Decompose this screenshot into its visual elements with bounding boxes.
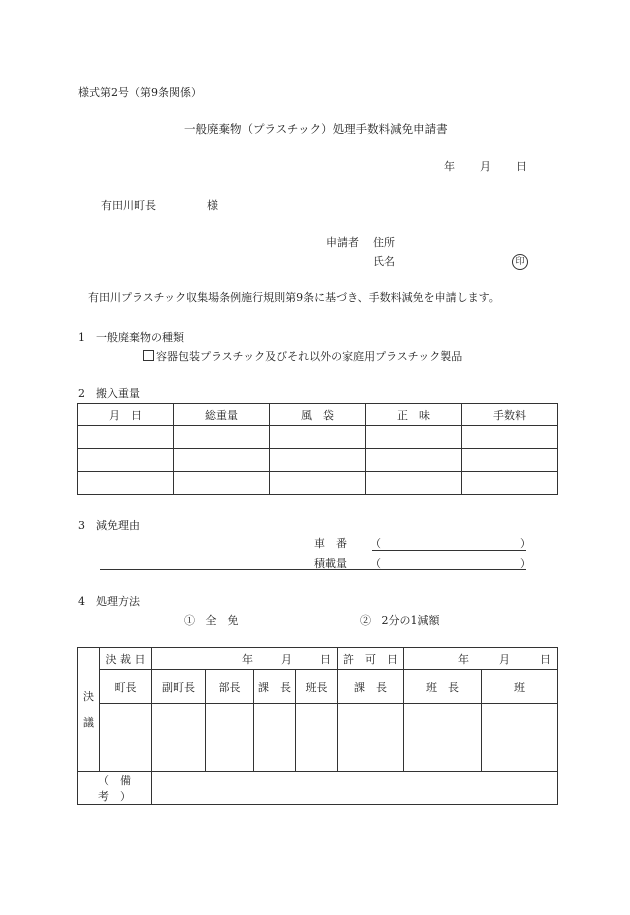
column-header-date: 月 日 [78, 404, 174, 426]
table-cell[interactable] [270, 472, 366, 495]
waste-type-checkbox[interactable] [143, 350, 154, 361]
vehicle-paren-close: ） [520, 537, 531, 550]
column-header-net-weight: 正 味 [366, 404, 462, 426]
table-cell[interactable] [78, 449, 174, 472]
section3-number: 3 [78, 519, 85, 532]
remarks-row [78, 772, 558, 805]
addressee-name: 有田川町長 [101, 199, 156, 212]
deliberation-label: 決 議 [78, 648, 100, 772]
weight-table-header [78, 404, 558, 426]
role-department-head: 部長 [206, 670, 254, 704]
permit-date-label: 許 可 日 [338, 648, 404, 670]
section1-title: 一般廃棄物の種類 [96, 331, 184, 344]
stamp-cell[interactable] [482, 704, 558, 772]
date-year-label: 年 [444, 160, 455, 173]
section1-number: 1 [78, 331, 85, 344]
table-row [78, 426, 558, 449]
table-cell[interactable] [462, 449, 558, 472]
role-section-chief: 課 長 [254, 670, 296, 704]
seal-mark-icon: 印 [512, 254, 528, 270]
form-number: 様式第2号（第9条関係） [78, 86, 202, 99]
table-cell[interactable] [78, 426, 174, 449]
stamp-cell[interactable] [404, 704, 482, 772]
role-deputy-mayor: 副町長 [152, 670, 206, 704]
load-amount-label: 積載量 [314, 557, 347, 570]
role-team-leader: 班長 [296, 670, 338, 704]
table-cell[interactable] [78, 472, 174, 495]
option1-label: 全 免 [205, 614, 239, 627]
load-paren-close: ） [520, 557, 531, 570]
weight-table [77, 403, 558, 495]
stamp-cell[interactable] [100, 704, 152, 772]
vehicle-number-label: 車 番 [314, 537, 347, 550]
section3-title: 減免理由 [96, 519, 140, 532]
approval-dates-row [78, 648, 558, 670]
role-section-chief-2: 課 長 [338, 670, 404, 704]
table-row [78, 472, 558, 495]
table-cell[interactable] [462, 426, 558, 449]
role-team-leader-2: 班 長 [404, 670, 482, 704]
table-row [78, 449, 558, 472]
option2-label: 2分の1減額 [381, 614, 440, 627]
column-header-gross-weight: 総重量 [174, 404, 270, 426]
decision-date-label: 決 裁 日 [100, 648, 152, 670]
table-cell[interactable] [462, 472, 558, 495]
load-paren-open: （ [370, 557, 381, 570]
form-title: 一般廃棄物（プラスチック）処理手数料減免申請書 [184, 122, 448, 136]
stamp-cell[interactable] [254, 704, 296, 772]
applicant-label: 申請者 [326, 236, 359, 249]
stamp-cell[interactable] [152, 704, 206, 772]
addressee-honorific: 様 [207, 199, 218, 212]
remarks-label: （ 備 考 ） [78, 772, 152, 805]
section2-title: 搬入重量 [96, 387, 140, 400]
request-statement: 有田川プラスチック収集場条例施行規則第9条に基づき、手数料減免を申請します。 [88, 291, 500, 304]
decision-date-field[interactable]: 年 月 日 [152, 648, 338, 670]
waste-type-option[interactable] [143, 350, 462, 362]
permit-date-field[interactable]: 年 月 日 [404, 648, 558, 670]
applicant-name-label: 氏名 [373, 255, 395, 268]
table-cell[interactable] [366, 449, 462, 472]
table-cell[interactable] [174, 426, 270, 449]
date-month-label: 月 [480, 160, 491, 173]
role-team: 班 [482, 670, 558, 704]
full-exemption-option[interactable] [184, 615, 239, 626]
option2-marker: ② [360, 614, 371, 627]
date-day-label: 日 [516, 160, 527, 173]
table-cell[interactable] [174, 472, 270, 495]
applicant-address-label: 住所 [373, 236, 395, 249]
reduction-reason-line[interactable] [100, 569, 526, 570]
table-cell[interactable] [366, 472, 462, 495]
table-cell[interactable] [174, 449, 270, 472]
vehicle-paren-open: （ [370, 537, 381, 550]
stamp-cell[interactable] [296, 704, 338, 772]
column-header-tare: 風 袋 [270, 404, 366, 426]
table-cell[interactable] [270, 449, 366, 472]
waste-type-option-label: 容器包装プラスチック及びそれ以外の家庭用プラスチック製品 [156, 350, 463, 363]
column-header-fee: 手数料 [462, 404, 558, 426]
section4-title: 処理方法 [96, 595, 140, 608]
table-cell[interactable] [270, 426, 366, 449]
role-mayor: 町長 [100, 670, 152, 704]
option1-marker: ① [184, 614, 195, 627]
approval-table [77, 647, 558, 805]
section4-number: 4 [78, 595, 85, 608]
vehicle-number-field[interactable] [372, 550, 526, 551]
section2-number: 2 [78, 387, 85, 400]
half-reduction-option[interactable] [360, 615, 440, 626]
stamp-cell[interactable] [206, 704, 254, 772]
remarks-field[interactable] [152, 772, 558, 805]
stamp-cell[interactable] [338, 704, 404, 772]
table-cell[interactable] [366, 426, 462, 449]
approval-stamps-row [78, 704, 558, 772]
approval-roles-row [78, 670, 558, 704]
